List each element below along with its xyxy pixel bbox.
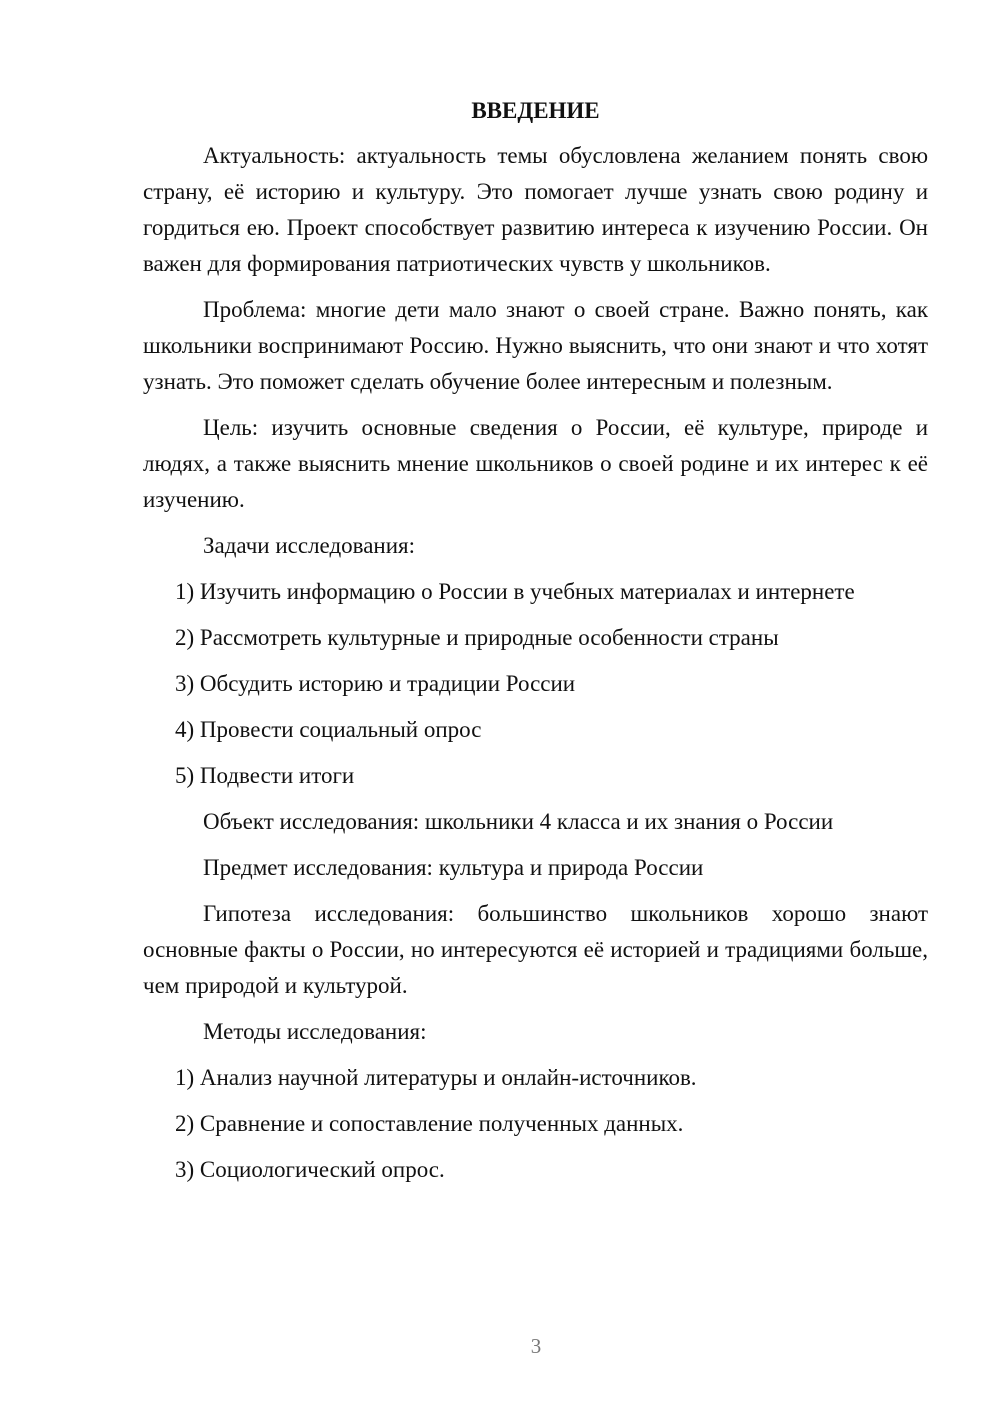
goal-paragraph: Цель: изучить основные сведения о России, её культуре, природе и людях, а также выяснить мнение школьников о своей родине и их интерес к её изучению.	[143, 415, 928, 512]
task-item-2: 2) Рассмотреть культурные и природные особенности страны	[175, 625, 779, 650]
task-item-1: 1) Изучить информацию о России в учебных материалах и интернете	[175, 579, 855, 604]
problem-paragraph: Проблема: многие дети мало знают о своей стране. Важно понять, как школьники воспринимают Россию. Нужно выяснить, что они знают и что хотят узнать. Это поможет сделать обучение более интересным и полезным.	[143, 297, 928, 394]
page-number: 3	[530, 1334, 542, 1358]
method-item-2: 2) Сравнение и сопоставление полученных данных.	[175, 1111, 684, 1136]
research-subject: Предмет исследования: культура и природа России	[203, 855, 704, 880]
hypothesis-paragraph: Гипотеза исследования: большинство школьников хорошо знают основные факты о России, но интересуются её историей и традициями больше, чем природой и культурой.	[143, 901, 928, 998]
method-item-3: 3) Социологический опрос.	[175, 1157, 445, 1182]
method-item-1: 1) Анализ научной литературы и онлайн-источников.	[175, 1065, 697, 1090]
task-item-3: 3) Обсудить историю и традиции России	[175, 671, 576, 696]
methods-title: Методы исследования:	[203, 1019, 427, 1044]
page-content	[143, 96, 928, 1198]
relevance-paragraph: Актуальность: актуальность темы обусловлена желанием понять свою страну, её историю и культуру. Это помогает лучше узнать свою родину и гордиться ею. Проект способствует развитию интереса к изучению России. Он важен для формирования патриотических чувств у школьников.	[143, 143, 928, 276]
task-item-4: 4) Провести социальный опрос	[175, 717, 482, 742]
task-item-5: 5) Подвести итоги	[175, 763, 355, 788]
research-object: Объект исследования: школьники 4 класса и их знания о России	[203, 809, 834, 834]
page-title: ВВЕДЕНИЕ	[471, 98, 600, 123]
tasks-title: Задачи исследования:	[203, 533, 416, 558]
